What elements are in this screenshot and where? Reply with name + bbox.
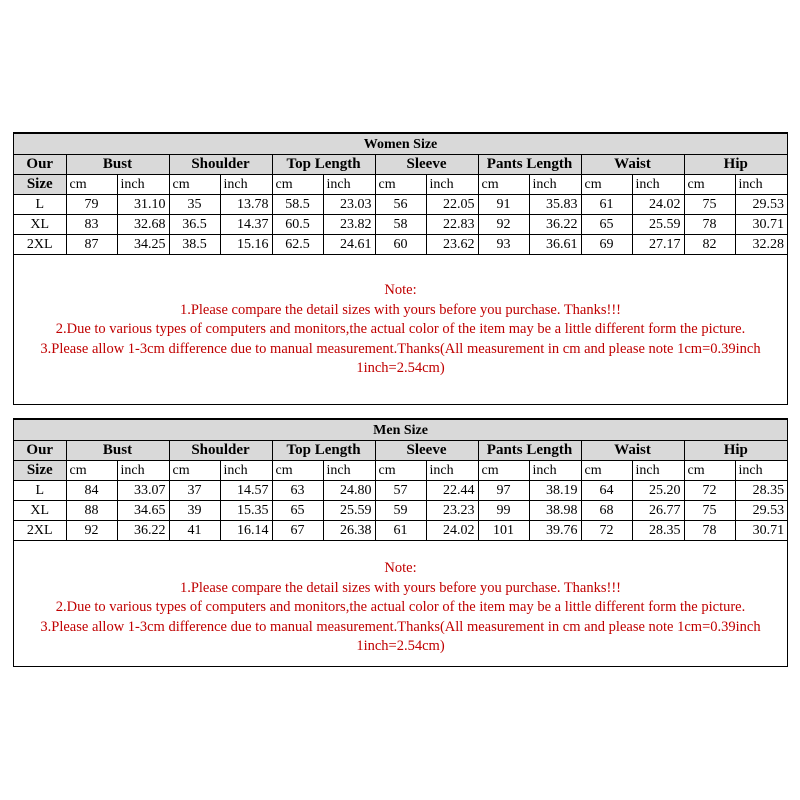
inch-value-cell: 14.37 <box>220 215 272 235</box>
inch-value-cell: 16.14 <box>220 521 272 541</box>
inch-value-cell: 13.78 <box>220 195 272 215</box>
cm-value-cell: 56 <box>375 195 426 215</box>
unit-inch-label: inch <box>529 461 581 481</box>
inch-value-cell: 39.76 <box>529 521 581 541</box>
note-heading: Note: <box>384 282 417 298</box>
note-line: 2.Due to various types of computers and monitors,the actual color of the item may be a little different form the picture. <box>55 321 746 337</box>
inch-value-cell: 33.07 <box>117 481 169 501</box>
unit-inch-label: inch <box>323 461 375 481</box>
cm-value-cell: 93 <box>478 235 529 255</box>
unit-cm-label: cm <box>478 461 529 481</box>
unit-cm-label: cm <box>478 175 529 195</box>
cm-value-cell: 64 <box>581 481 632 501</box>
table-row <box>14 501 787 521</box>
unit-inch-label: inch <box>426 175 478 195</box>
inch-value-cell: 30.71 <box>735 521 787 541</box>
inch-value-cell: 29.53 <box>735 501 787 521</box>
notes-section <box>14 255 787 379</box>
cm-value-cell: 61 <box>581 195 632 215</box>
column-header: Waist <box>581 441 684 461</box>
table-row <box>14 235 787 255</box>
size-header-label: Size <box>14 461 66 481</box>
notes-section <box>14 541 787 657</box>
inch-value-cell: 22.83 <box>426 215 478 235</box>
inch-value-cell: 34.25 <box>117 235 169 255</box>
unit-inch-label: inch <box>735 175 787 195</box>
inch-value-cell: 38.19 <box>529 481 581 501</box>
inch-value-cell: 15.16 <box>220 235 272 255</box>
cm-value-cell: 59 <box>375 501 426 521</box>
cm-value-cell: 84 <box>66 481 117 501</box>
inch-value-cell: 23.03 <box>323 195 375 215</box>
cm-value-cell: 92 <box>66 521 117 541</box>
size-cell: XL <box>14 215 66 235</box>
cm-value-cell: 87 <box>66 235 117 255</box>
column-header: Hip <box>684 441 787 461</box>
unit-cm-label: cm <box>169 175 220 195</box>
cm-value-cell: 58 <box>375 215 426 235</box>
inch-value-cell: 26.77 <box>632 501 684 521</box>
unit-inch-label: inch <box>632 461 684 481</box>
inch-value-cell: 26.38 <box>323 521 375 541</box>
inch-value-cell: 24.80 <box>323 481 375 501</box>
unit-cm-label: cm <box>272 461 323 481</box>
cm-value-cell: 78 <box>684 521 735 541</box>
table-row <box>14 481 787 501</box>
size-table <box>14 133 787 255</box>
inch-value-cell: 14.57 <box>220 481 272 501</box>
size-header-label: Our <box>14 155 66 175</box>
column-header: Top Length <box>272 441 375 461</box>
unit-inch-label: inch <box>220 461 272 481</box>
column-header: Hip <box>684 155 787 175</box>
column-header: Shoulder <box>169 155 272 175</box>
unit-cm-label: cm <box>66 175 117 195</box>
inch-value-cell: 23.23 <box>426 501 478 521</box>
note-line: 1.Please compare the detail sizes with yours before you purchase. Thanks!!! <box>179 579 622 596</box>
note-line: 3.Please allow 1-3cm difference due to manual measurement.Thanks(All measurement in cm and please note 1cm=0.39inch <box>40 340 761 357</box>
inch-value-cell: 25.20 <box>632 481 684 501</box>
inch-value-cell: 28.35 <box>735 481 787 501</box>
column-header: Top Length <box>272 155 375 175</box>
unit-cm-label: cm <box>375 461 426 481</box>
cm-value-cell: 58.5 <box>272 195 323 215</box>
column-header: Pants Length <box>478 155 581 175</box>
unit-inch-label: inch <box>117 461 169 481</box>
size-cell: L <box>14 195 66 215</box>
cm-value-cell: 78 <box>684 215 735 235</box>
cm-value-cell: 72 <box>581 521 632 541</box>
inch-value-cell: 28.35 <box>632 521 684 541</box>
cm-value-cell: 79 <box>66 195 117 215</box>
table-row <box>14 195 787 215</box>
column-header: Waist <box>581 155 684 175</box>
size-table <box>14 419 787 541</box>
chart-title: Men Size <box>14 420 787 441</box>
size-cell: 2XL <box>14 235 66 255</box>
column-header: Bust <box>66 441 169 461</box>
cm-value-cell: 69 <box>581 235 632 255</box>
column-header: Sleeve <box>375 441 478 461</box>
inch-value-cell: 38.98 <box>529 501 581 521</box>
inch-value-cell: 34.65 <box>117 501 169 521</box>
inch-value-cell: 36.61 <box>529 235 581 255</box>
cm-value-cell: 75 <box>684 501 735 521</box>
table-row <box>14 521 787 541</box>
unit-inch-label: inch <box>529 175 581 195</box>
unit-cm-label: cm <box>375 175 426 195</box>
inch-value-cell: 25.59 <box>323 501 375 521</box>
cm-value-cell: 97 <box>478 481 529 501</box>
unit-cm-label: cm <box>581 175 632 195</box>
inch-value-cell: 29.53 <box>735 195 787 215</box>
inch-value-cell: 24.02 <box>426 521 478 541</box>
inch-value-cell: 32.68 <box>117 215 169 235</box>
cm-value-cell: 37 <box>169 481 220 501</box>
inch-value-cell: 36.22 <box>529 215 581 235</box>
inch-value-cell: 23.62 <box>426 235 478 255</box>
inch-value-cell: 35.83 <box>529 195 581 215</box>
cm-value-cell: 62.5 <box>272 235 323 255</box>
inch-value-cell: 24.61 <box>323 235 375 255</box>
inch-value-cell: 27.17 <box>632 235 684 255</box>
chart-title: Women Size <box>14 134 787 155</box>
unit-inch-label: inch <box>735 461 787 481</box>
unit-cm-label: cm <box>684 461 735 481</box>
inch-value-cell: 31.10 <box>117 195 169 215</box>
cm-value-cell: 72 <box>684 481 735 501</box>
inch-value-cell: 36.22 <box>117 521 169 541</box>
cm-value-cell: 99 <box>478 501 529 521</box>
column-header: Sleeve <box>375 155 478 175</box>
column-header: Shoulder <box>169 441 272 461</box>
cm-value-cell: 36.5 <box>169 215 220 235</box>
inch-value-cell: 32.28 <box>735 235 787 255</box>
column-header: Bust <box>66 155 169 175</box>
inch-value-cell: 25.59 <box>632 215 684 235</box>
note-line: 3.Please allow 1-3cm difference due to manual measurement.Thanks(All measurement in cm and please note 1cm=0.39inch <box>40 618 761 635</box>
unit-cm-label: cm <box>684 175 735 195</box>
inch-value-cell: 30.71 <box>735 215 787 235</box>
cm-value-cell: 60.5 <box>272 215 323 235</box>
unit-inch-label: inch <box>426 461 478 481</box>
column-header: Pants Length <box>478 441 581 461</box>
note-line: 1inch=2.54cm) <box>356 360 445 376</box>
inch-value-cell: 24.02 <box>632 195 684 215</box>
size-cell: XL <box>14 501 66 521</box>
unit-inch-label: inch <box>220 175 272 195</box>
cm-value-cell: 82 <box>684 235 735 255</box>
inch-value-cell: 23.82 <box>323 215 375 235</box>
note-line: 1inch=2.54cm) <box>356 638 445 654</box>
cm-value-cell: 38.5 <box>169 235 220 255</box>
cm-value-cell: 61 <box>375 521 426 541</box>
cm-value-cell: 68 <box>581 501 632 521</box>
inch-value-cell: 22.44 <box>426 481 478 501</box>
unit-cm-label: cm <box>272 175 323 195</box>
cm-value-cell: 41 <box>169 521 220 541</box>
size-cell: L <box>14 481 66 501</box>
women-size-chart <box>13 132 788 405</box>
cm-value-cell: 91 <box>478 195 529 215</box>
unit-inch-label: inch <box>117 175 169 195</box>
note-line: 1.Please compare the detail sizes with yours before you purchase. Thanks!!! <box>179 301 622 318</box>
cm-value-cell: 63 <box>272 481 323 501</box>
cm-value-cell: 65 <box>581 215 632 235</box>
cm-value-cell: 101 <box>478 521 529 541</box>
cm-value-cell: 39 <box>169 501 220 521</box>
unit-inch-label: inch <box>632 175 684 195</box>
unit-cm-label: cm <box>169 461 220 481</box>
note-line: 2.Due to various types of computers and monitors,the actual color of the item may be a little different form the picture. <box>55 599 746 615</box>
cm-value-cell: 65 <box>272 501 323 521</box>
size-header-label: Our <box>14 441 66 461</box>
cm-value-cell: 67 <box>272 521 323 541</box>
size-header-label: Size <box>14 175 66 195</box>
cm-value-cell: 60 <box>375 235 426 255</box>
cm-value-cell: 75 <box>684 195 735 215</box>
cm-value-cell: 83 <box>66 215 117 235</box>
cm-value-cell: 92 <box>478 215 529 235</box>
men-size-chart <box>13 418 788 667</box>
unit-inch-label: inch <box>323 175 375 195</box>
cm-value-cell: 57 <box>375 481 426 501</box>
note-heading: Note: <box>384 560 417 576</box>
size-cell: 2XL <box>14 521 66 541</box>
table-row <box>14 215 787 235</box>
cm-value-cell: 35 <box>169 195 220 215</box>
cm-value-cell: 88 <box>66 501 117 521</box>
unit-cm-label: cm <box>66 461 117 481</box>
inch-value-cell: 15.35 <box>220 501 272 521</box>
inch-value-cell: 22.05 <box>426 195 478 215</box>
unit-cm-label: cm <box>581 461 632 481</box>
